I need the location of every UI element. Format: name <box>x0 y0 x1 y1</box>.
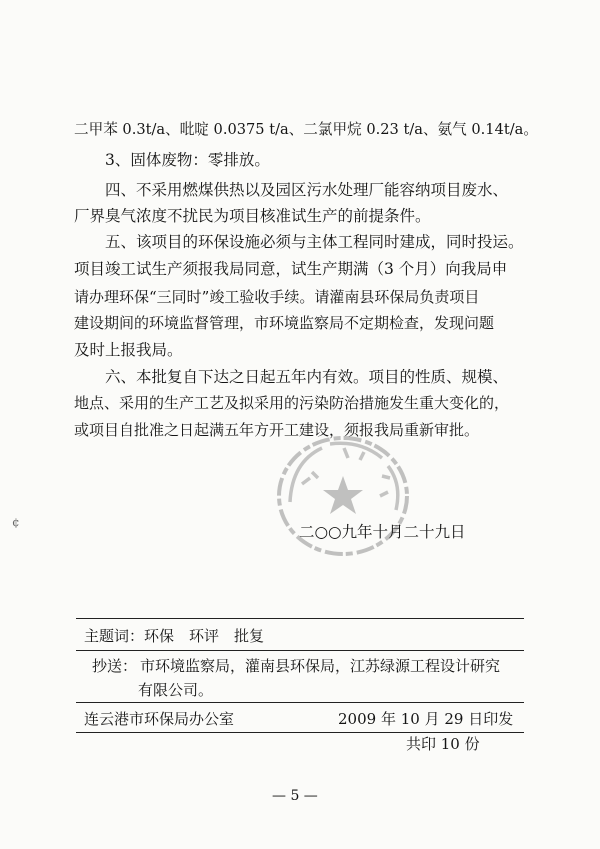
sign-date: 二○○九年十月二十九日 <box>299 523 466 541</box>
body-line: 六、本批复自下达之日起五年内有效。项目的性质、规模、 <box>105 368 509 386</box>
footer-divider <box>76 702 524 703</box>
issuer: 连云港市环保局办公室 <box>84 710 235 728</box>
subject-label: 主题词： <box>84 627 145 645</box>
body-line: 或项目自批准之日起满五年方开工建设，须报我局重新审批。 <box>74 421 480 439</box>
body-line: 3、固体废物：零排放。 <box>105 151 270 169</box>
cc-line: 有限公司。 <box>138 681 214 699</box>
print-date: 2009 年 10 月 29 日印发 <box>338 710 514 728</box>
page-number: — 5 — <box>272 788 318 804</box>
body-line: 及时上报我局。 <box>74 341 183 359</box>
body-line: 请办理环保“三同时”竣工验收手续。请灌南县环保局负责项目 <box>74 288 480 306</box>
footer-divider <box>76 618 524 619</box>
cc-line: 市环境监察局，灌南县环保局，江苏绿源工程设计研究 <box>140 657 501 675</box>
footer-divider <box>76 732 524 733</box>
body-line: 五、该项目的环保设施必须与主体工程同时建成，同时投运。 <box>105 233 524 251</box>
body-line: 项目竣工试生产须报我局同意，试生产期满（3 个月）向我局申 <box>74 260 508 278</box>
cc-label: 抄送： <box>92 657 138 675</box>
body-line: 四、不采用燃煤供热以及园区污水处理厂能容纳项目废水、 <box>105 181 509 199</box>
body-line: 二甲苯 0.3t/a、吡啶 0.0375 t/a、二氯甲烷 0.23 t/a、氨气 0.14t/a。 <box>74 121 538 138</box>
copies: 共印 10 份 <box>406 735 480 753</box>
subject-terms: 环保 环评 批复 <box>144 627 265 645</box>
body-line: 厂界臭气浓度不扰民为项目核准试生产的前提条件。 <box>74 207 431 225</box>
footer-divider <box>76 650 524 651</box>
margin-mark: ¢ <box>12 515 20 529</box>
body-line: 地点、采用的生产工艺及拟采用的污染防治措施发生重大变化的， <box>74 394 510 412</box>
body-line: 建设期间的环境监督管理，市环境监察局不定期检查，发现问题 <box>74 314 495 332</box>
